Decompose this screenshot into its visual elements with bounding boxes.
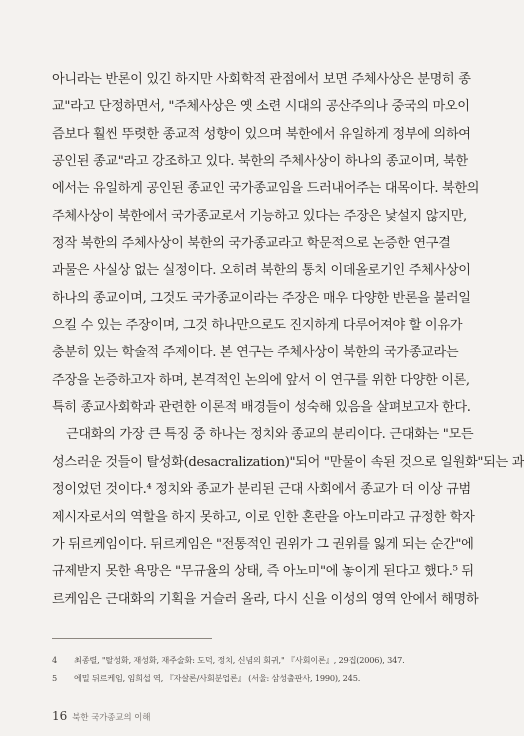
footnote-text: 최종렬, "탈성화, 재성화, 재주술화: 도덕, 정치, 신념의 회귀," 『사회이론』, 29집(2006), 347. xyxy=(74,655,405,665)
body-line: 공인된 종교"라고 강조하고 있다. 북한의 주체사상이 하나의 종교이며, 북한 xyxy=(52,154,468,170)
body-line: 성스러운 것들이 탈성화(desacralization)"되어 "만물이 속된 것으로 일원화"되는 과 xyxy=(52,454,524,470)
footnote-text: 에밀 뒤르케임, 임희섭 역, 『자살론/사회분업론』 (서울: 삼성출판사, 1990), 245. xyxy=(74,673,361,683)
paragraph-end-line: 특히 종교사회학과 관련한 이론적 배경들이 성숙해 있음을 살펴보고자 한다. xyxy=(52,400,471,416)
body-line: 정작 북한의 주체사상이 북한의 국가종교라고 학문적으로 논증한 연구결 xyxy=(52,236,451,252)
body-line: 으킬 수 있는 주장이며, 그것 하나만으로도 진지하게 다루어져야 할 이유가 xyxy=(52,318,463,334)
body-line: 가 뒤르케임이다. 뒤르케임은 "전통적인 권위가 그 권위를 잃게 되는 순간"에 xyxy=(52,536,474,552)
body-text xyxy=(52,66,524,613)
body-line: 에서는 유일하게 공인된 종교인 국가종교임을 드러내어주는 대목이다. 북한의 xyxy=(52,181,480,197)
paragraph-first-line: 근대화의 가장 큰 특징 중 하나는 정치와 종교의 분리이다. 근대화는 "모든 xyxy=(66,427,474,443)
page-footer xyxy=(52,709,150,723)
body-line: 정이었던 것이다.⁴ 정치와 종교가 분리된 근대 사회에서 종교가 더 이상 규범 xyxy=(52,482,471,498)
body-line: 아니라는 반론이 있긴 하지만 사회학적 관점에서 보면 주체사상은 분명히 종 xyxy=(52,72,471,87)
body-line: 과물은 사실상 없는 실정이다. 오히려 북한의 통치 이데올로기인 주체사상이 xyxy=(52,263,471,279)
body-line: 즘보다 훨씬 뚜렷한 종교적 성향이 있으며 북한에서 유일하게 정부에 의하여 xyxy=(52,126,471,142)
body-line: 충분히 있는 학술적 주제이다. 본 연구는 주체사상이 북한의 국가종교라는 xyxy=(52,345,459,361)
body-line: 규제받지 못한 욕망은 "무규율의 상태, 즉 아노미"에 놓이게 된다고 했다.⁵ 뒤 xyxy=(52,564,474,580)
body-line: 주체사상이 북한에서 국가종교로서 기능하고 있다는 주장은 낯설지 않지만, xyxy=(52,208,467,224)
running-title: 북한 국가종교의 이해 xyxy=(72,712,151,722)
body-line: 교"라고 단정하면서, "주체사상은 옛 소련 시대의 공산주의나 중국의 마오이 xyxy=(52,99,470,115)
page-number: 16 xyxy=(52,709,68,723)
body-line: 르케임은 근대화의 기획을 거슬러 올라, 다시 신을 이성의 영역 안에서 해명하 xyxy=(52,591,479,607)
body-line: 하나의 종교이며, 그것도 국가종교이라는 주장은 매우 다양한 반론을 불러일 xyxy=(52,290,471,306)
footnote-number: 5 xyxy=(52,673,58,683)
body-line: 제시자로서의 역할을 하지 못하고, 이로 인한 혼란을 아노미라고 규정한 학자 xyxy=(52,509,475,525)
footnote-4 xyxy=(52,651,430,669)
footnotes xyxy=(52,651,430,687)
footnote-number: 4 xyxy=(52,655,58,665)
footnote-5 xyxy=(52,669,430,687)
footnote-divider xyxy=(52,638,212,639)
body-line: 주장을 논증하고자 하며, 본격적인 논의에 앞서 이 연구를 위한 다양한 이론, xyxy=(52,372,470,388)
